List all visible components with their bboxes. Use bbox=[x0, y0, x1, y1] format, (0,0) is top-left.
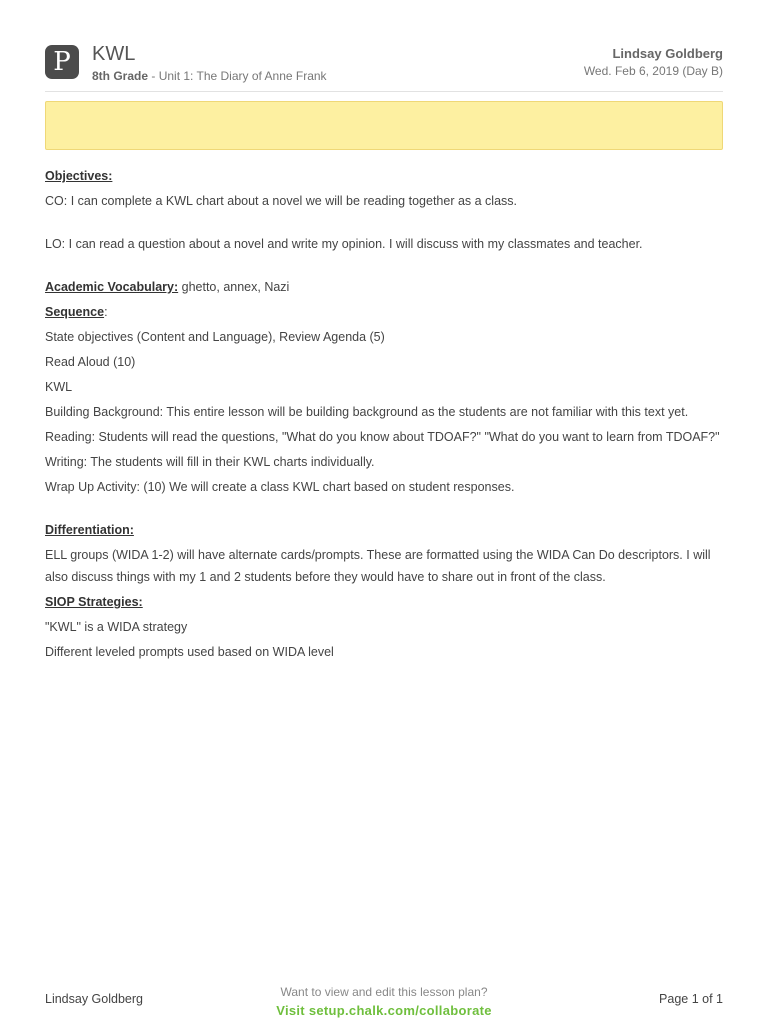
sequence-item: Read Aloud (10) bbox=[45, 355, 136, 369]
lesson-date: Wed. Feb 6, 2019 (Day B) bbox=[583, 64, 723, 78]
siop-heading: SIOP Strategies: bbox=[45, 595, 143, 609]
sequence-heading-line bbox=[45, 301, 723, 323]
differentiation-text: ELL groups (WIDA 1-2) will have alternate cards/prompts. These are formatted using the WIDA Can Do descriptors. I will also discuss things with my 1 and 2 students before they would have to share out in front of the class. bbox=[45, 548, 711, 584]
sequence-item: State objectives (Content and Language), Review Agenda (5) bbox=[45, 330, 385, 344]
unit-label: Unit 1: The Diary of Anne Frank bbox=[158, 69, 327, 83]
subtitle-separator: - bbox=[148, 69, 159, 83]
grade-label: 8th Grade bbox=[92, 69, 149, 83]
vocabulary-text: ghetto, annex, Nazi bbox=[178, 280, 290, 294]
content-objective: CO: I can complete a KWL chart about a novel we will be reading together as a class. bbox=[45, 194, 518, 208]
siop-item: Different leveled prompts used based on WIDA level bbox=[45, 645, 334, 659]
vocabulary-heading: Academic Vocabulary: bbox=[45, 280, 179, 294]
language-objective: LO: I can read a question about a novel and write my opinion. I will discuss with my classmates and teacher. bbox=[45, 237, 643, 251]
footer-prompt: Want to view and edit this lesson plan? bbox=[280, 985, 488, 999]
lesson-content bbox=[45, 165, 723, 666]
sequence-item: Writing: The students will fill in their KWL charts individually. bbox=[45, 455, 375, 469]
sequence-colon: : bbox=[104, 305, 108, 319]
differentiation-heading: Differentiation: bbox=[45, 523, 134, 537]
sequence-heading: Sequence bbox=[45, 305, 105, 319]
footer-collaborate bbox=[0, 983, 768, 1021]
author-name: Lindsay Goldberg bbox=[612, 46, 723, 61]
lesson-subtitle bbox=[92, 69, 327, 83]
header-divider bbox=[45, 91, 723, 92]
academic-vocabulary bbox=[45, 276, 723, 298]
footer-author: Lindsay Goldberg bbox=[45, 992, 143, 1006]
planbook-logo-icon: P bbox=[45, 45, 79, 79]
sequence-item: Reading: Students will read the questions, "What do you know about TDOAF?" "What do you want to learn from TDOAF?" bbox=[45, 430, 720, 444]
page-number: Page 1 of 1 bbox=[659, 992, 723, 1006]
siop-item: "KWL" is a WIDA strategy bbox=[45, 620, 188, 634]
sequence-item: Wrap Up Activity: (10) We will create a class KWL chart based on student responses. bbox=[45, 480, 515, 494]
collaborate-link[interactable]: Visit setup.chalk.com/collaborate bbox=[276, 1003, 492, 1018]
sequence-item: KWL bbox=[45, 380, 73, 394]
objectives-heading: Objectives: bbox=[45, 169, 113, 183]
lesson-title: KWL bbox=[92, 43, 136, 65]
sequence-item: Building Background: This entire lesson will be building background as the students are not familiar with this text yet. bbox=[45, 405, 689, 419]
lesson-header bbox=[45, 43, 723, 93]
note-box bbox=[45, 101, 723, 150]
